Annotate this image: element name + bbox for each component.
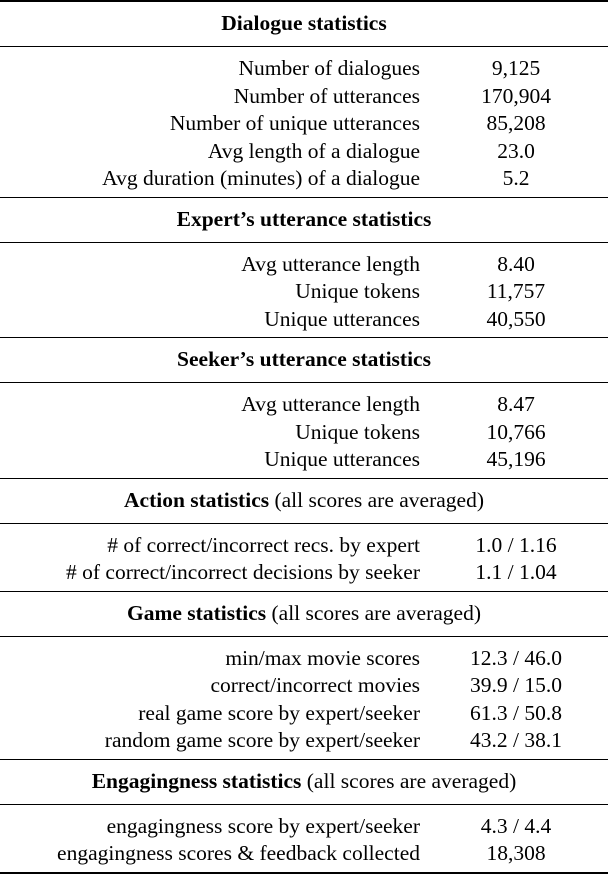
row-label: # of correct/incorrect recs. by expert [107,532,420,557]
row-label: Avg utterance length [241,251,420,276]
section-header [0,478,608,523]
table-row [0,138,608,166]
section-title: Expert’s utterance statistics [176,206,432,231]
row-label: real game score by expert/seeker [138,700,420,725]
row-value: 170,904 [481,83,551,108]
row-value: 12.3 / 46.0 [470,645,562,670]
table-row [0,446,608,478]
section-header-cell [0,197,608,242]
row-value: 8.47 [497,392,535,416]
row-value: 5.2 [448,165,608,197]
section-title: Dialogue statistics [221,11,387,36]
row-value: 1.0 / 1.16 [475,532,557,557]
section-header-cell [0,338,608,383]
table-row [0,700,608,728]
row-value: 11,757 [486,279,546,303]
row-label: Avg duration (minutes) of a dialogue [0,165,448,197]
row-label: min/max movie scores [225,645,420,670]
section-header-cell [0,759,608,804]
section-header [0,338,608,383]
table-row [0,242,608,278]
section-header-cell [0,1,608,47]
row-label: engagingness score by expert/seeker [106,813,420,838]
section-header-cell [0,591,608,636]
row-label: Number of unique utterances [169,111,420,135]
table-row [0,804,608,840]
table-row [0,727,608,759]
row-value: 8.40 [497,251,535,276]
row-value: 10,766 [486,419,546,444]
row-label: Unique utterances [0,306,448,338]
statistics-table-body [0,1,608,873]
row-value: 43.2 / 38.1 [448,727,608,759]
section-header [0,1,608,47]
table-row [0,165,608,197]
row-label: Avg length of a dialogue [207,138,420,163]
row-label: Unique tokens [295,419,420,444]
table-row [0,110,608,138]
section-note: (all scores are averaged) [306,768,517,793]
section-title: Game statistics [127,600,267,625]
row-value: 23.0 [497,138,535,163]
section-title: Engagingness statistics [91,768,302,793]
section-note: (all scores are averaged) [271,600,481,625]
row-label: Avg utterance length [241,392,420,416]
table-row [0,840,608,873]
section-header-cell [0,478,608,523]
row-label: # of correct/incorrect decisions by seeker [0,559,448,591]
row-value: 61.3 / 50.8 [470,700,562,725]
row-value: 45,196 [448,446,608,478]
table-row [0,83,608,111]
section-header [0,197,608,242]
table-row [0,559,608,591]
row-value: 18,308 [448,840,608,873]
row-label: Unique tokens [295,279,420,303]
section-title: Action statistics [124,487,270,512]
table-row [0,636,608,672]
row-label: Number of dialogues [238,56,420,80]
table-row [0,383,608,419]
row-value: 1.1 / 1.04 [448,559,608,591]
table-row [0,47,608,83]
row-value: 85,208 [486,111,546,135]
table-row [0,672,608,700]
section-title: Seeker’s utterance statistics [177,347,431,372]
row-label: engagingness scores & feedback collected [0,840,448,873]
section-header [0,759,608,804]
row-value: 39.9 / 15.0 [470,673,562,697]
row-value: 9,125 [491,56,541,80]
row-value: 40,550 [448,306,608,338]
row-label: correct/incorrect movies [210,673,420,697]
table-row [0,419,608,447]
section-note: (all scores are averaged) [274,487,484,512]
table-row [0,306,608,338]
row-label: Unique utterances [0,446,448,478]
row-label: random game score by expert/seeker [0,727,448,759]
table-row [0,278,608,306]
row-value: 4.3 / 4.4 [480,813,552,838]
section-header [0,591,608,636]
row-label: Number of utterances [233,83,420,108]
table-row [0,523,608,559]
